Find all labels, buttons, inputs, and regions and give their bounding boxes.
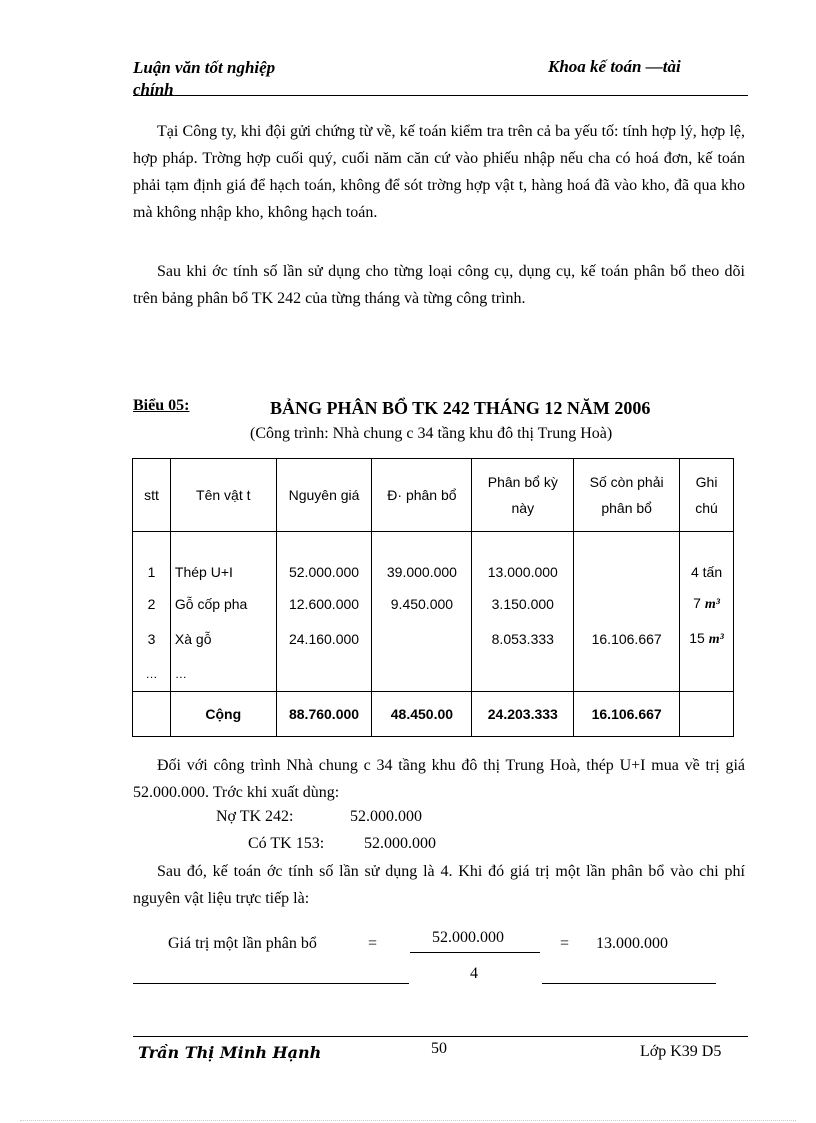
unit-cubic-meter: m³ bbox=[708, 631, 724, 647]
footer-page-number: 50 bbox=[431, 1040, 447, 1057]
allocation-table bbox=[132, 458, 734, 737]
fraction-bar bbox=[410, 952, 540, 953]
header-left-line1: Luận văn tốt nghiệp bbox=[133, 58, 276, 77]
formula-underline-right bbox=[542, 983, 716, 984]
debit-value: 52.000.000 bbox=[350, 808, 422, 825]
formula-numerator: 52.000.000 bbox=[432, 929, 504, 946]
total-remaining: 16.106.667 bbox=[574, 692, 680, 737]
footer-class: Lớp K39 D5 bbox=[640, 1043, 722, 1060]
footer-author: Trần Thị Minh Hạnh bbox=[138, 1043, 322, 1062]
formula-equals-2: = bbox=[560, 935, 570, 952]
footer-divider bbox=[133, 1036, 748, 1037]
paragraph-2: Sau khi ớc tính số lần sử dụng cho từng loại công cụ, dụng cụ, kế toán phân bổ theo dõi trên bảng phân bổ TK 242 của từng tháng và từng công trình. bbox=[133, 263, 745, 307]
formula-underline-left bbox=[133, 983, 409, 984]
table-title: BẢNG PHÂN BỔ TK 242 THÁNG 12 NĂM 2006 bbox=[270, 398, 651, 418]
formula-equals-1: = bbox=[368, 935, 378, 952]
table-header-row bbox=[133, 459, 734, 532]
paragraph-1: Tại Công ty, khi đội gửi chứng từ về, kế toán kiểm tra trên cả ba yếu tố: tính hợp lý, hợp lệ, hợp pháp. Trờng hợp cuối quý, cuối năm căn cứ vào phiếu nhập nếu cha có hoá đơn, kế toán phải tạm định giá để hạch toán, không để sót trờng hợp vật t, hàng hoá đã vào kho, đã qua kho mà không nhập kho, không hạch toán. bbox=[133, 123, 745, 221]
table-row: 1 Thép U+I 52.000.000 39.000.000 13.000.000 4 tấn bbox=[133, 532, 734, 587]
paragraph-3: Đối với công trình Nhà chung c 34 tầng khu đô thị Trung Hoà, thép U+I mua về trị giá 52.000.000. Trớc khi xuất dùng: bbox=[133, 757, 745, 801]
table-total-row bbox=[133, 692, 734, 737]
total-allocated: 48.450.00 bbox=[372, 692, 472, 737]
table-subtitle: (Công trình: Nhà chung c 34 tầng khu đô thị Trung Hoà) bbox=[250, 425, 613, 442]
header-remaining: Số còn phải phân bổ bbox=[574, 459, 680, 532]
debit-label: Nợ TK 242: bbox=[216, 808, 294, 825]
page-bottom-border bbox=[20, 1120, 796, 1121]
unit-cubic-meter: m³ bbox=[704, 596, 720, 612]
header-allocated: Đ· phân bổ bbox=[372, 459, 472, 532]
header-note: Ghi chú bbox=[680, 459, 734, 532]
table-row: 3 Xà gỗ 24.160.000 8.053.333 16.106.667 15 m³ bbox=[133, 621, 734, 656]
header-left-line2: chính bbox=[133, 80, 174, 99]
formula-label: Giá trị một lần phân bổ bbox=[168, 935, 317, 952]
header-faculty: Khoa kế toán —tài bbox=[548, 57, 681, 76]
total-cost: 88.760.000 bbox=[276, 692, 372, 737]
total-this-period: 24.203.333 bbox=[472, 692, 574, 737]
table-row: 2 Gỗ cốp pha 12.600.000 9.450.000 3.150.000 7 m³ bbox=[133, 586, 734, 621]
credit-label: Có TK 153: bbox=[248, 835, 325, 852]
table-label: Biểu 05: bbox=[133, 397, 190, 414]
total-label: Cộng bbox=[170, 692, 276, 737]
formula-result: 13.000.000 bbox=[596, 935, 668, 952]
header-cost: Nguyên giá bbox=[276, 459, 372, 532]
formula-denominator: 4 bbox=[470, 965, 478, 982]
credit-value: 52.000.000 bbox=[364, 835, 436, 852]
header-divider bbox=[133, 95, 748, 96]
paragraph-4: Sau đó, kế toán ớc tính số lần sử dụng là 4. Khi đó giá trị một lần phân bổ vào chi phí nguyên vật liệu trực tiếp là: bbox=[133, 863, 745, 907]
table-row: … … bbox=[133, 656, 734, 692]
header-this-period: Phân bổ kỳ này bbox=[472, 459, 574, 532]
header-name: Tên vật t bbox=[170, 459, 276, 532]
header-stt: stt bbox=[133, 459, 171, 532]
